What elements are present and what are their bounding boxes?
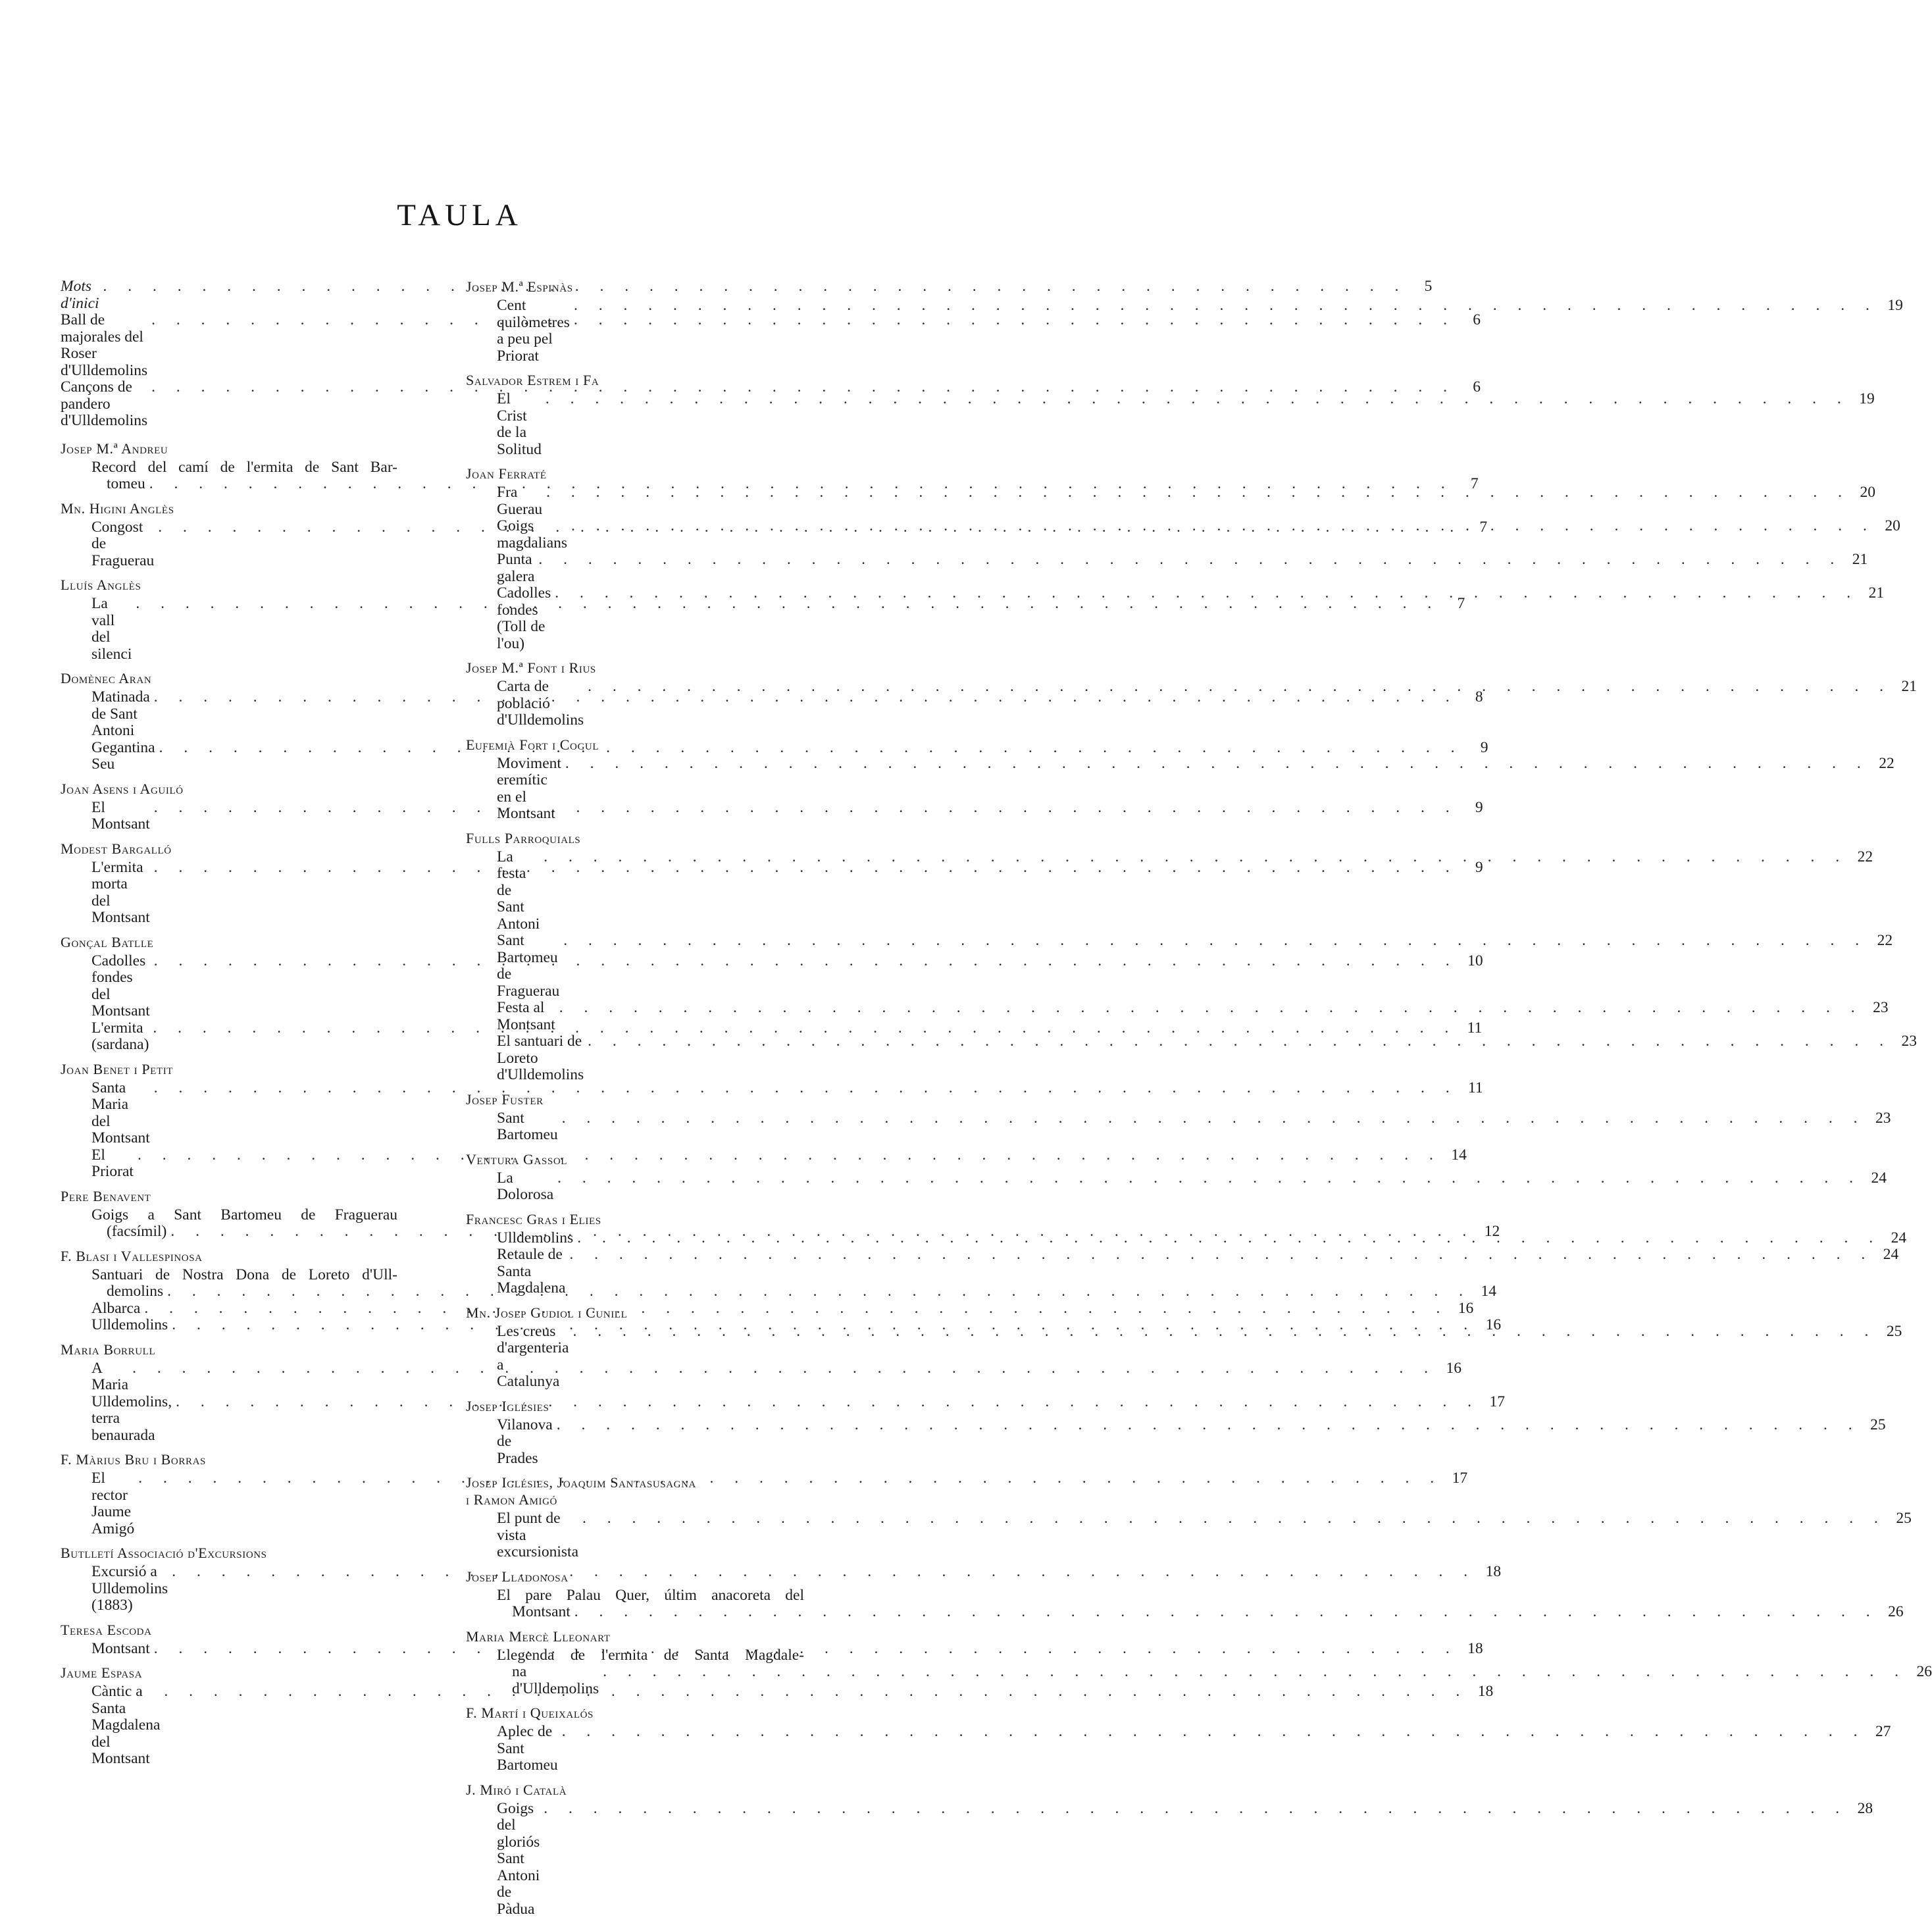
toc-row [61,1267,419,1284]
toc-page: 17 [1489,1393,1505,1410]
toc-page: 26 [1916,1663,1932,1680]
toc-title: Retaule de Santa Magdalena [497,1246,566,1296]
toc-title: Vilanova de Prades [497,1416,553,1467]
leader-dots [588,1033,1892,1050]
toc-title-line1: Record del camí de l'ermita de Sant Bar- [91,458,397,476]
toc-title: Goigs del gloriós Sant Antoni de Pàdua [497,1799,540,1918]
toc-row [61,1283,1497,1300]
toc-page: 19 [1887,297,1903,314]
author-name: Josep Iglésies, Joaquim Santasusagna [466,1474,696,1491]
toc-page: 18 [1485,1563,1502,1580]
leader-dots [603,1664,1907,1681]
toc-title-line1: Llegenda de l'ermita de Santa Magdale- [497,1646,804,1664]
toc-row [466,1169,1887,1204]
author-name: Joan Asens i Aguiló [61,780,184,797]
toc-title: Càntic a Santa Magdalena del Montsant [91,1683,161,1767]
toc-page: 20 [1860,484,1876,501]
author-name: Joan Ferraté [466,465,547,482]
toc-row [61,475,1479,493]
toc-title: El Priorat [91,1146,134,1180]
toc-title: Cançons de pandero d'Ulldemolins [61,378,148,429]
toc-row [466,678,1918,729]
toc-title: Sant Bartomeu de Fraguerau [497,932,560,1000]
toc-page: 21 [1852,551,1868,568]
toc-title: La vall del silenci [91,595,132,663]
toc-entry-estrem [466,372,1875,458]
toc-title: La Dolorosa [497,1169,554,1203]
toc-title-line2: na d'Ulldemolins [512,1663,599,1697]
toc-row [466,848,1873,933]
toc-title: Gegantina Seu [91,738,155,773]
toc-row [466,551,1868,585]
toc-title: El Crist de la Solitud [497,390,542,458]
toc-title: Sant Bartomeu [497,1109,558,1143]
leader-dots [538,552,1843,569]
toc-page: 16 [1458,1299,1474,1317]
toc-title: Excursió a Ulldemolins (1883) [91,1563,168,1614]
toc-title: L'ermita morta del Montsant [91,858,150,926]
toc-page: 23 [1873,999,1889,1016]
toc-row [466,754,1894,823]
toc-row [61,459,419,476]
author-name: Josep Iglésies [466,1397,549,1414]
toc-title: Cadolles fondes del Montsant [91,952,150,1019]
toc-page: 24 [1883,1246,1899,1263]
toc-title: Congost de Fraguerau [91,518,155,569]
toc-title: Goigs magdalians [497,517,568,552]
toc-title: El punt de vista excursionista [497,1510,578,1560]
toc-row [466,390,1875,458]
toc-title: Festa al Montsant [497,999,555,1033]
leader-dots [571,518,1875,535]
leader-dots [559,1000,1864,1017]
toc-page: 23 [1901,1033,1918,1050]
toc-title: Ulldemolins [497,1229,574,1246]
toc-row [466,517,1900,552]
toc-page: 21 [1868,584,1885,602]
toc-page: 10 [1467,952,1483,969]
leader-dots [577,1230,1881,1247]
leader-dots [544,849,1848,866]
author-name: F. Blasi i Vallespinosa [61,1247,203,1264]
toc-page: 11 [1468,1079,1483,1096]
toc-entry-miro [466,1781,1873,1918]
toc-row [466,1033,1918,1084]
toc-title: Cent quilòmetres a peu pel Priorat [497,297,570,365]
leader-dots [588,679,1892,696]
toc-row [466,1723,1891,1774]
toc-row [466,1109,1891,1144]
toc-title-line2: (facsímil) [107,1223,167,1240]
toc-page: 16 [1485,1316,1502,1333]
toc-page: 8 [1475,688,1483,706]
leader-dots [557,1170,1862,1187]
toc-title-line1: El pare Palau Quer, últim anacoreta del [497,1586,804,1604]
toc-title: Matinada de Sant Antoni [91,688,150,739]
leader-dots [555,585,1859,602]
toc-page: 22 [1877,932,1893,949]
toc-title: El Montsant [91,798,150,833]
author-name: Josep M.ª Espinàs [466,278,573,295]
author-name: Francesc Gras i Elies [466,1210,601,1227]
toc-page: 5 [1424,278,1433,295]
toc-title: Cadolles fondes (Toll de l'ou) [497,584,551,652]
author-name: Eufemià Fort i Cogul [466,736,599,753]
author-name: Pere Benavent [61,1187,151,1204]
author-name: Josep M.ª Font i Rius [466,659,596,676]
toc-title: Santa Maria del Montsant [91,1079,150,1146]
author-name: Josep M.ª Andreu [61,440,168,457]
author-name: Butlletí Associació d'Excursions [61,1545,267,1561]
author-name: Maria Mercè Lleonart [466,1628,611,1645]
author-name: F. Màrius Bru i Borras [61,1451,206,1468]
leader-dots [573,1323,1877,1341]
toc-row [466,1587,825,1604]
toc-page: 24 [1871,1169,1887,1187]
toc-title: Montsant [91,1639,150,1657]
toc-title-line2: tomeu [107,475,145,492]
author-name: Ventura Gassol [466,1150,568,1168]
toc-page: 19 [1859,390,1875,407]
toc-title-line2: demolins [107,1283,164,1300]
toc-page: 28 [1857,1799,1873,1817]
leader-dots [574,297,1878,315]
toc-page: 17 [1452,1470,1468,1487]
toc-row [466,297,1903,365]
toc-title: Mots d'inici [61,278,99,312]
toc-row [61,1359,1462,1394]
toc-page: 26 [1888,1603,1904,1620]
toc-page: 6 [1473,311,1481,328]
author-name: J. Miró i Català [466,1781,567,1798]
toc-title: Les creus d'argenteria a Catalunya [497,1322,569,1390]
toc-page: 25 [1870,1416,1886,1433]
leader-dots [176,1394,1480,1411]
toc-page: 14 [1451,1146,1467,1164]
toc-title: L'ermita (sardana) [91,1019,149,1053]
toc-row [466,1603,1904,1621]
toc-title: Ball de majorales del Roser d'Ulldemolins [61,311,148,379]
author-name: Joan Benet i Petit [61,1060,174,1077]
toc-page: 24 [1891,1229,1907,1246]
toc-page: 7 [1457,595,1465,612]
toc-title: Ulldemolins [91,1316,168,1333]
author-name: Modest Bargalló [61,840,172,857]
toc-title: A Maria [91,1359,129,1393]
toc-title-line1: Santuari de Nostra Dona de Loreto d'Ull- [91,1266,397,1283]
author-name: Josep Lladonosa [466,1568,569,1585]
toc-page: 9 [1475,798,1483,816]
toc-entry-fuster [466,1091,1891,1144]
toc-row [61,1019,1483,1054]
toc-page: 23 [1875,1109,1891,1127]
author-name: Teresa Escoda [61,1621,152,1638]
toc-entry-ferrate [466,465,1900,652]
toc-title: Albarca [91,1299,141,1317]
toc-entry-fort [466,736,1894,823]
author-name: Fulls Parroquials [466,829,581,846]
toc-title: Fra Guerau [497,484,543,518]
author-name: F. Martí i Queixalós [466,1705,594,1721]
toc-entry-font [466,659,1918,729]
toc-row [466,484,1876,518]
toc-page: 21 [1901,678,1918,695]
toc-title: Carta de població d'Ulldemolins [497,678,584,729]
toc-page: 11 [1467,1019,1483,1037]
toc-page: 18 [1477,1683,1494,1700]
toc-row [466,1510,1912,1561]
toc-title-line2: Montsant [512,1603,571,1620]
toc-page: 25 [1886,1322,1902,1340]
toc-title-line1: Goigs a Sant Bartomeu de Fraguerau [91,1206,397,1223]
author-name: Gonçal Batlle [61,933,154,950]
leader-dots [546,391,1850,408]
leader-dots [562,1724,1866,1741]
toc-page: 20 [1885,517,1900,534]
leader-dots [565,756,1869,773]
toc-title: Moviment eremític en el Montsant [497,754,561,822]
toc-row [61,1207,419,1224]
toc-row [466,1416,1886,1468]
toc-title: Ulldemolins, terra benaurada [91,1393,172,1444]
toc-page: 6 [1473,378,1481,396]
author-name: Lluís Anglès [61,577,141,593]
page-title: TAULA [397,198,522,232]
toc-entry-marti [466,1705,1891,1774]
author-name: Jaume Espasa [61,1664,143,1681]
toc-entry-espinas [466,278,1903,365]
leader-dots [569,1246,1873,1264]
author-name: Domènec Aran [61,670,152,686]
toc-page: 9 [1475,858,1483,876]
toc-title: Aplec de Sant Bartomeu [497,1723,558,1774]
author-name: Mn. Higini Anglès [61,500,174,517]
toc-page: 7 [1479,518,1488,536]
toc-page: 7 [1470,475,1479,492]
author-name: Salvador Estrem i Fa [466,372,599,388]
toc-title: Punta galera [497,551,535,585]
toc-page: 16 [1446,1359,1462,1377]
toc-row [61,798,1483,833]
author-name: Josep Fuster [466,1091,544,1108]
leader-dots [557,1417,1861,1434]
toc-row [466,1647,825,1664]
leader-dots [582,1510,1887,1527]
toc-page: 14 [1481,1283,1497,1300]
toc-title: El santuari de Loreto d'Ulldemolins [497,1033,584,1083]
toc-page: 22 [1857,848,1873,865]
toc-page: 22 [1879,754,1894,772]
toc-row [61,1316,1502,1334]
toc-title: El rector Jaume Amigó [91,1470,135,1537]
toc-row [466,1799,1873,1918]
toc-page: 25 [1896,1510,1912,1527]
leader-dots [544,1801,1848,1818]
toc-page: 27 [1875,1723,1891,1740]
author-name-cont: i Ramon Amigó [466,1491,557,1508]
author-name: Mn. Josep Gudiol i Cunill [466,1304,628,1321]
leader-dots [563,933,1868,950]
toc-title: La festa de Sant Antoni [497,848,540,933]
toc-row [466,584,1885,652]
author-name: Maria Borrull [61,1341,156,1358]
toc-page: 12 [1484,1223,1500,1240]
leader-dots [546,484,1850,501]
leader-dots [562,1110,1866,1127]
leader-dots [574,1604,1879,1621]
toc-page: 9 [1480,738,1488,756]
toc-page: 18 [1467,1639,1483,1657]
